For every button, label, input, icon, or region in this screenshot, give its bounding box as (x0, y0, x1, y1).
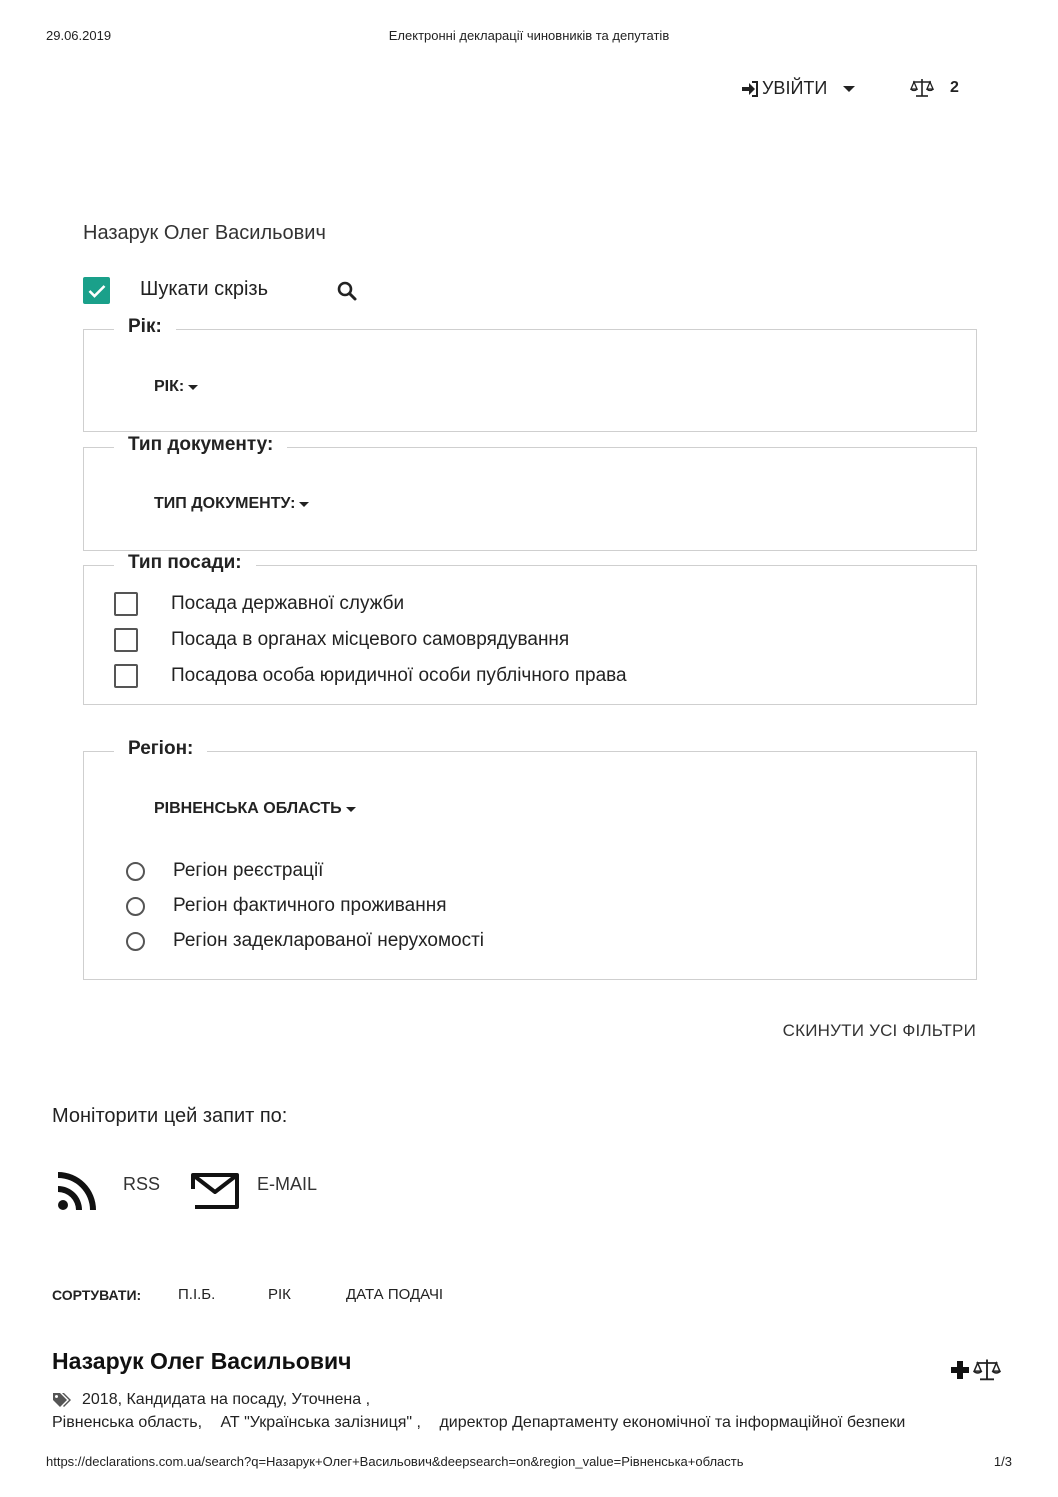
checkmark-icon (88, 284, 106, 298)
position-option[interactable] (114, 664, 627, 688)
region-option[interactable] (126, 860, 323, 882)
doc-type-dropdown[interactable] (154, 495, 309, 513)
region-filter (83, 738, 977, 980)
position-checkbox[interactable] (114, 592, 138, 616)
region-option[interactable] (126, 930, 484, 952)
result-details (52, 1414, 919, 1432)
year-legend: Рік: (114, 316, 176, 338)
print-url: https://declarations.com.ua/search?q=Назарук+Олег+Васильович&deepsearch=on&region_value=Рівненська+область (46, 1454, 744, 1469)
deep-search-label: Шукати скрізь (140, 278, 268, 300)
position-option[interactable] (114, 592, 404, 616)
position-type-filter (83, 552, 977, 705)
print-date: 29.06.2019 (46, 28, 112, 43)
search-icon[interactable] (336, 280, 358, 302)
tags-icon (52, 1392, 72, 1408)
position-option[interactable] (114, 628, 569, 652)
region-dropdown[interactable] (154, 800, 356, 818)
region-radio[interactable] (126, 862, 145, 881)
sort-by-year[interactable]: РІК (268, 1286, 291, 1303)
sign-in-icon (740, 79, 760, 99)
doc-type-filter (83, 434, 977, 551)
year-dropdown[interactable] (154, 378, 198, 396)
region-dropdown-label: РІВНЕНСЬКА ОБЛАСТЬ (154, 800, 342, 817)
balance-scale-icon (910, 78, 934, 98)
position-type-legend: Тип посади: (114, 552, 256, 574)
print-page-number: 1/3 (993, 1454, 1012, 1469)
result-meta-text: 2018, Кандидата на посаду, Уточнена , (82, 1391, 371, 1408)
caret-down-icon (188, 385, 198, 390)
compare-button[interactable] (910, 78, 959, 98)
region-option-label: Регіон задекларованої нерухомості (173, 930, 485, 951)
rss-icon[interactable] (58, 1170, 98, 1210)
caret-down-icon (346, 807, 356, 812)
position-checkbox[interactable] (114, 628, 138, 652)
position-option-label: Посада в органах місцевого самоврядування (171, 629, 570, 650)
login-button[interactable] (740, 78, 855, 99)
envelope-icon[interactable] (190, 1172, 240, 1210)
monitor-title: Моніторити цей запит по: (52, 1105, 288, 1127)
email-link[interactable]: E-MAIL (257, 1174, 318, 1194)
region-radio[interactable] (126, 932, 145, 951)
year-dropdown-label: РІК: (154, 378, 185, 395)
login-label: УВІЙТИ (762, 78, 828, 98)
sort-by-name[interactable]: П.І.Б. (178, 1286, 216, 1303)
doc-type-legend: Тип документу: (114, 434, 287, 456)
result-meta (52, 1391, 370, 1409)
print-page-title: Електронні декларації чиновників та депутатів (388, 28, 670, 43)
region-option-label: Регіон реєстрації (173, 860, 324, 881)
reset-filters-button[interactable]: СКИНУТИ УСІ ФІЛЬТРИ (782, 1021, 976, 1040)
region-option-label: Регіон фактичного проживання (173, 895, 447, 916)
sort-label: СОРТУВАТИ: (52, 1287, 142, 1303)
position-checkbox[interactable] (114, 664, 138, 688)
rss-link[interactable]: RSS (123, 1174, 161, 1194)
result-position: директор Департаменту економічної та інформаційної безпеки (439, 1414, 906, 1431)
region-option[interactable] (126, 895, 447, 917)
result-actions (950, 1358, 1001, 1382)
region-radio[interactable] (126, 897, 145, 916)
result-title[interactable]: Назарук Олег Васильович (52, 1348, 352, 1374)
compare-count: 2 (950, 79, 959, 96)
search-query[interactable]: Назарук Олег Васильович (83, 222, 326, 244)
doc-type-dropdown-label: ТИП ДОКУМЕНТУ: (154, 495, 296, 512)
result-organization: АТ "Українська залізниця" , (220, 1414, 421, 1431)
plus-icon[interactable] (950, 1360, 970, 1380)
position-option-label: Посадова особа юридичної особи публічного права (171, 665, 627, 686)
position-option-label: Посада державної служби (171, 593, 405, 614)
chevron-down-icon (843, 86, 855, 92)
sort-by-date[interactable]: ДАТА ПОДАЧІ (346, 1286, 444, 1303)
year-filter (83, 316, 977, 432)
region-legend: Регіон: (114, 738, 207, 760)
result-region: Рівненська область, (52, 1414, 203, 1431)
balance-scale-icon[interactable] (973, 1358, 1001, 1382)
deep-search-checkbox[interactable] (83, 277, 110, 304)
caret-down-icon (299, 502, 309, 507)
